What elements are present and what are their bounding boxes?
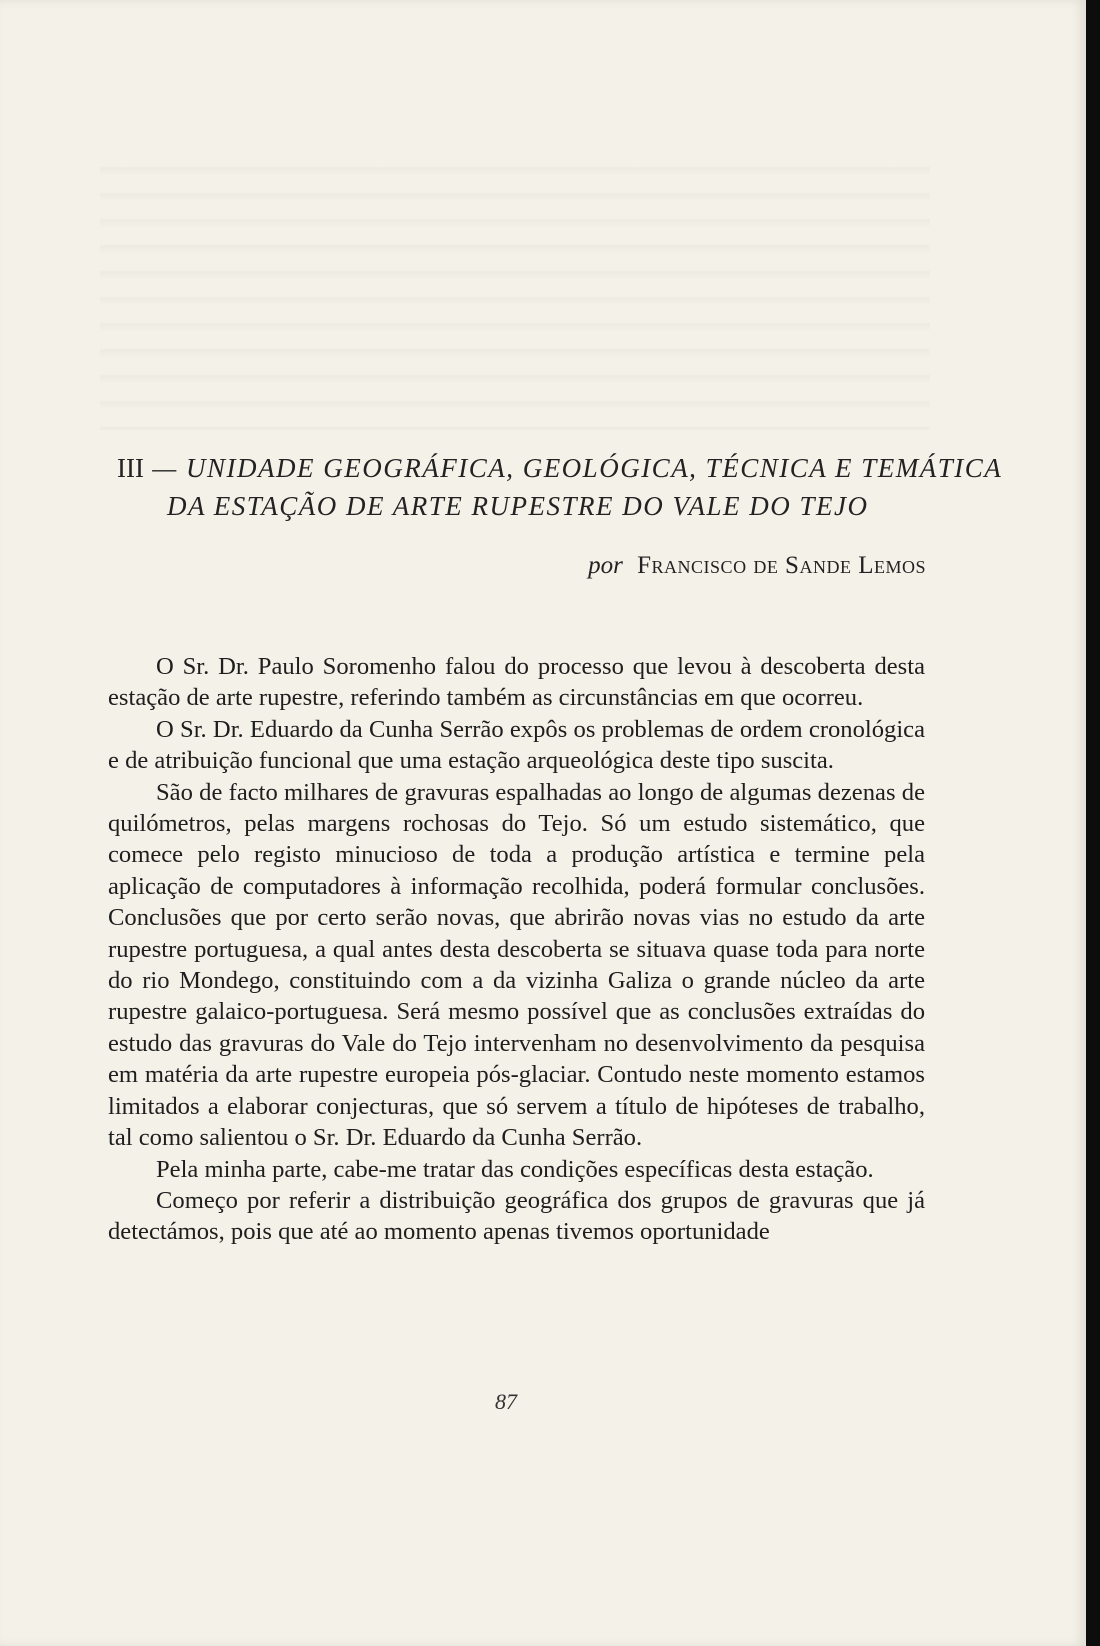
page-number: 87 [495, 1389, 517, 1414]
author-name: Francisco de Sande Lemos [637, 552, 926, 579]
paragraph-2: O Sr. Dr. Eduardo da Cunha Serrão expôs os problemas de ordem cronológica e de atribuição funcional que uma estação arqueológica deste tipo suscita. [108, 715, 925, 775]
title-line-1 [117, 449, 1003, 487]
title-dash: — [143, 453, 186, 483]
section-numeral: III [117, 453, 144, 483]
paragraph-3: São de facto milhares de gravuras espalhadas ao longo de algumas dezenas de quilómetros, pelas margens rochosas do Tejo. Só um estudo sistemático, que comece pelo registo minucioso de toda a produção artística e termine pela aplicação de computadores à informação recolhida, poderá formular conclusões. Conclusões que por certo serão novas, que abrirão novas vias no estudo da arte rupestre portuguesa, a qual antes desta descoberta se situava quase toda para norte do rio Mondego, constituindo com a da vizinha Galiza o grande núcleo da arte rupestre galaico-portuguesa. Será mesmo possível que as conclusões extraídas do estudo das gravuras do Vale do Tejo intervenham no desenvolvimento da pesquisa em matéria da arte rupestre europeia pós-glaciar. Contudo neste momento estamos limitados a elaborar conjecturas, que só servem a título de hipóteses de trabalho, tal como salientou o Sr. Dr. Eduardo da Cunha Serrão. [108, 778, 925, 1152]
byline-prefix: por [588, 552, 623, 579]
body-text [108, 651, 925, 1248]
byline [588, 552, 926, 580]
paragraph-1: O Sr. Dr. Paulo Soromenho falou do processo que levou à descoberta desta estação de arte rupestre, referindo também as circunstâncias em que ocorreu. [108, 653, 925, 712]
show-through-text [100, 150, 930, 430]
article-title [117, 449, 1003, 525]
title-text-1: UNIDADE GEOGRÁFICA, GEOLÓGICA, TÉCNICA E TEMÁTICA [186, 453, 1003, 483]
paragraph-4: Pela minha parte, cabe-me tratar das condições específicas desta estação. [156, 1155, 874, 1183]
title-line-2: DA ESTAÇÃO DE ARTE RUPESTRE DO VALE DO TEJO [167, 491, 869, 521]
paragraph-5: Começo por referir a distribuição geográfica dos grupos de gravuras que já detectámos, pois que até ao momento apenas tivemos oportunidade [108, 1186, 925, 1246]
